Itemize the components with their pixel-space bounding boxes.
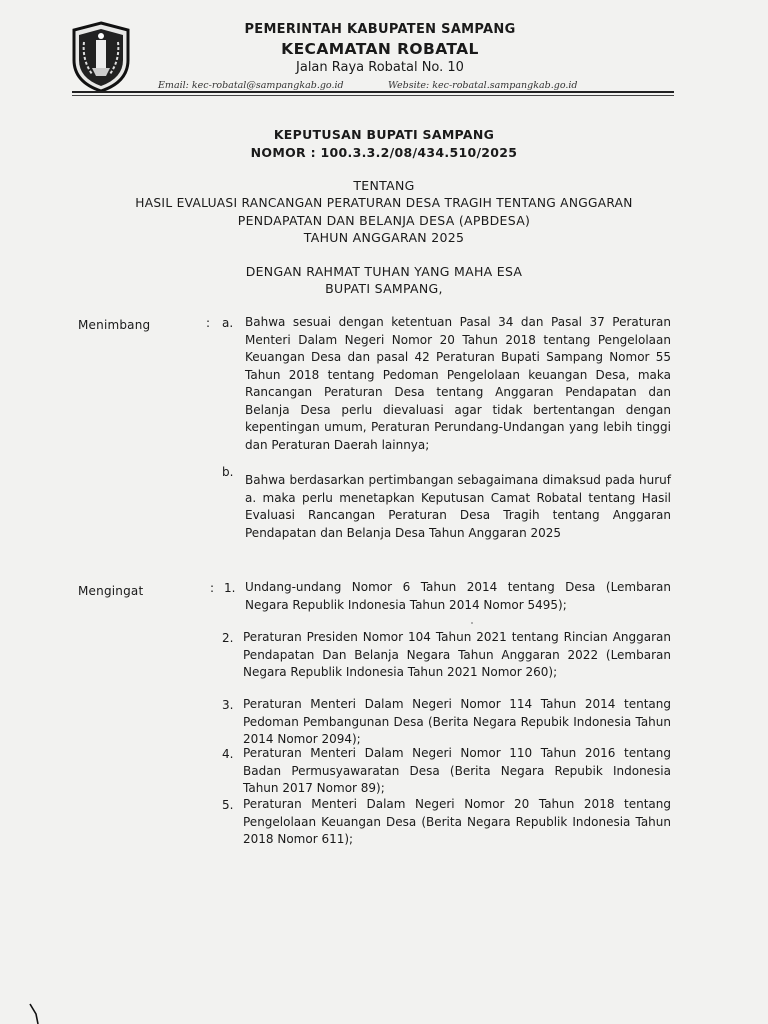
- letterhead-district: KECAMATAN ROBATAL: [281, 40, 479, 58]
- mengingat-item-4-text: Peraturan Menteri Dalam Negeri Nomor 110 Tahun 2016 tentang Badan Permusyawaratan Desa (Berita Negara Repubik Indonesia Tahun 2017 Nomor 89);: [243, 746, 671, 795]
- invocation-line-1: DENGAN RAHMAT TUHAN YANG MAHA ESA: [245, 264, 523, 279]
- subject-line-3: TAHUN ANGGARAN 2025: [303, 230, 465, 245]
- letterhead-email: Email: kec-robatal@sampangkab.go.id: [158, 80, 344, 91]
- letterhead-address: Jalan Raya Robatal No. 10: [296, 60, 464, 75]
- mengingat-item-1-text: Undang-undang Nomor 6 Tahun 2014 tentang Desa (Lembaran Negara Republik Indonesia Tahun 2014 Nomor 5495);: [245, 580, 671, 612]
- mengingat-item-2-marker: 2.: [222, 631, 234, 645]
- subject-line-2: PENDAPATAN DAN BELANJA DESA (APBDESA): [237, 213, 531, 228]
- mengingat-item-5-marker: 5.: [222, 798, 234, 812]
- mengingat-item-4-marker: 4.: [222, 747, 234, 761]
- letterhead-website: Website: kec-robatal.sampangkab.go.id: [388, 80, 578, 91]
- regency-coat-of-arms-icon: [68, 20, 134, 94]
- letterhead-government: PEMERINTAH KABUPATEN SAMPANG: [244, 22, 516, 37]
- decree-title: KEPUTUSAN BUPATI SAMPANG: [273, 127, 495, 142]
- letterhead-divider-thin: [72, 95, 674, 96]
- mengingat-item-5-text: Peraturan Menteri Dalam Negeri Nomor 20 Tahun 2018 tentang Pengelolaan Keuangan Desa (Berita Negara Republik Indonesia Tahun 2018 Nomor 611);: [243, 797, 671, 846]
- subject-line-1: HASIL EVALUASI RANCANGAN PERATURAN DESA TRAGIH TENTANG ANGGARAN: [135, 196, 633, 210]
- mengingat-item-1-marker: 1.: [224, 581, 236, 595]
- menimbang-item-b-text: Bahwa berdasarkan pertimbangan sebagaimana dimaksud pada huruf a. maka perlu menetapkan Keputusan Camat Robatal tentang Hasil Evaluasi Rancangan Peraturan Desa Tragih tentang Anggaran Pendapatan dan Belanja Desa Tahun Anggaran 2025: [245, 473, 671, 540]
- mengingat-label: Mengingat: [78, 584, 144, 598]
- menimbang-item-a-text: Bahwa sesuai dengan ketentuan Pasal 34 dan Pasal 37 Peraturan Menteri Dalam Negeri Nomor 20 Tahun 2018 tentang Pengelolaan Keuangan Desa dan pasal 42 Peraturan Bupati Sampang Nomor 55 Tahun 2018 tentang Pedoman Pengelolaan keuangan Desa, maka Rancangan Peraturan Desa tentang Anggaran Pendapatan dan Belanja Desa perlu dievaluasi agar tidak bertentangan dengan kepentingan umum, Peraturan Perundang-Undangan yang lebih tinggi dan Peraturan Daerah lainnya;: [245, 315, 671, 452]
- decree-number: NOMOR : 100.3.3.2/08/434.510/2025: [250, 145, 518, 160]
- scan-edge-mark: [28, 1002, 42, 1024]
- subject-label: TENTANG: [353, 178, 415, 193]
- menimbang-item-b-marker: b.: [222, 465, 234, 479]
- menimbang-colon: :: [206, 316, 211, 330]
- menimbang-label: Menimbang: [78, 318, 151, 332]
- invocation-line-2: BUPATI SAMPANG,: [325, 281, 443, 296]
- scan-speck: [471, 622, 473, 624]
- mengingat-item-3-text: Peraturan Menteri Dalam Negeri Nomor 114 Tahun 2014 tentang Pedoman Pembangunan Desa (Berita Negara Repubik Indonesia Tahun 2014 Nomor 2094);: [243, 697, 671, 746]
- mengingat-item-3-marker: 3.: [222, 698, 234, 712]
- letterhead-divider: [72, 91, 674, 93]
- menimbang-item-a-marker: a.: [222, 316, 234, 330]
- mengingat-colon: :: [210, 581, 215, 595]
- mengingat-item-2-text: Peraturan Presiden Nomor 104 Tahun 2021 tentang Rincian Anggaran Pendapatan Dan Belanja Negara Tahun Anggaran 2022 (Lembaran Negara Republik Indonesia Tahun 2021 Nomor 260);: [243, 630, 671, 679]
